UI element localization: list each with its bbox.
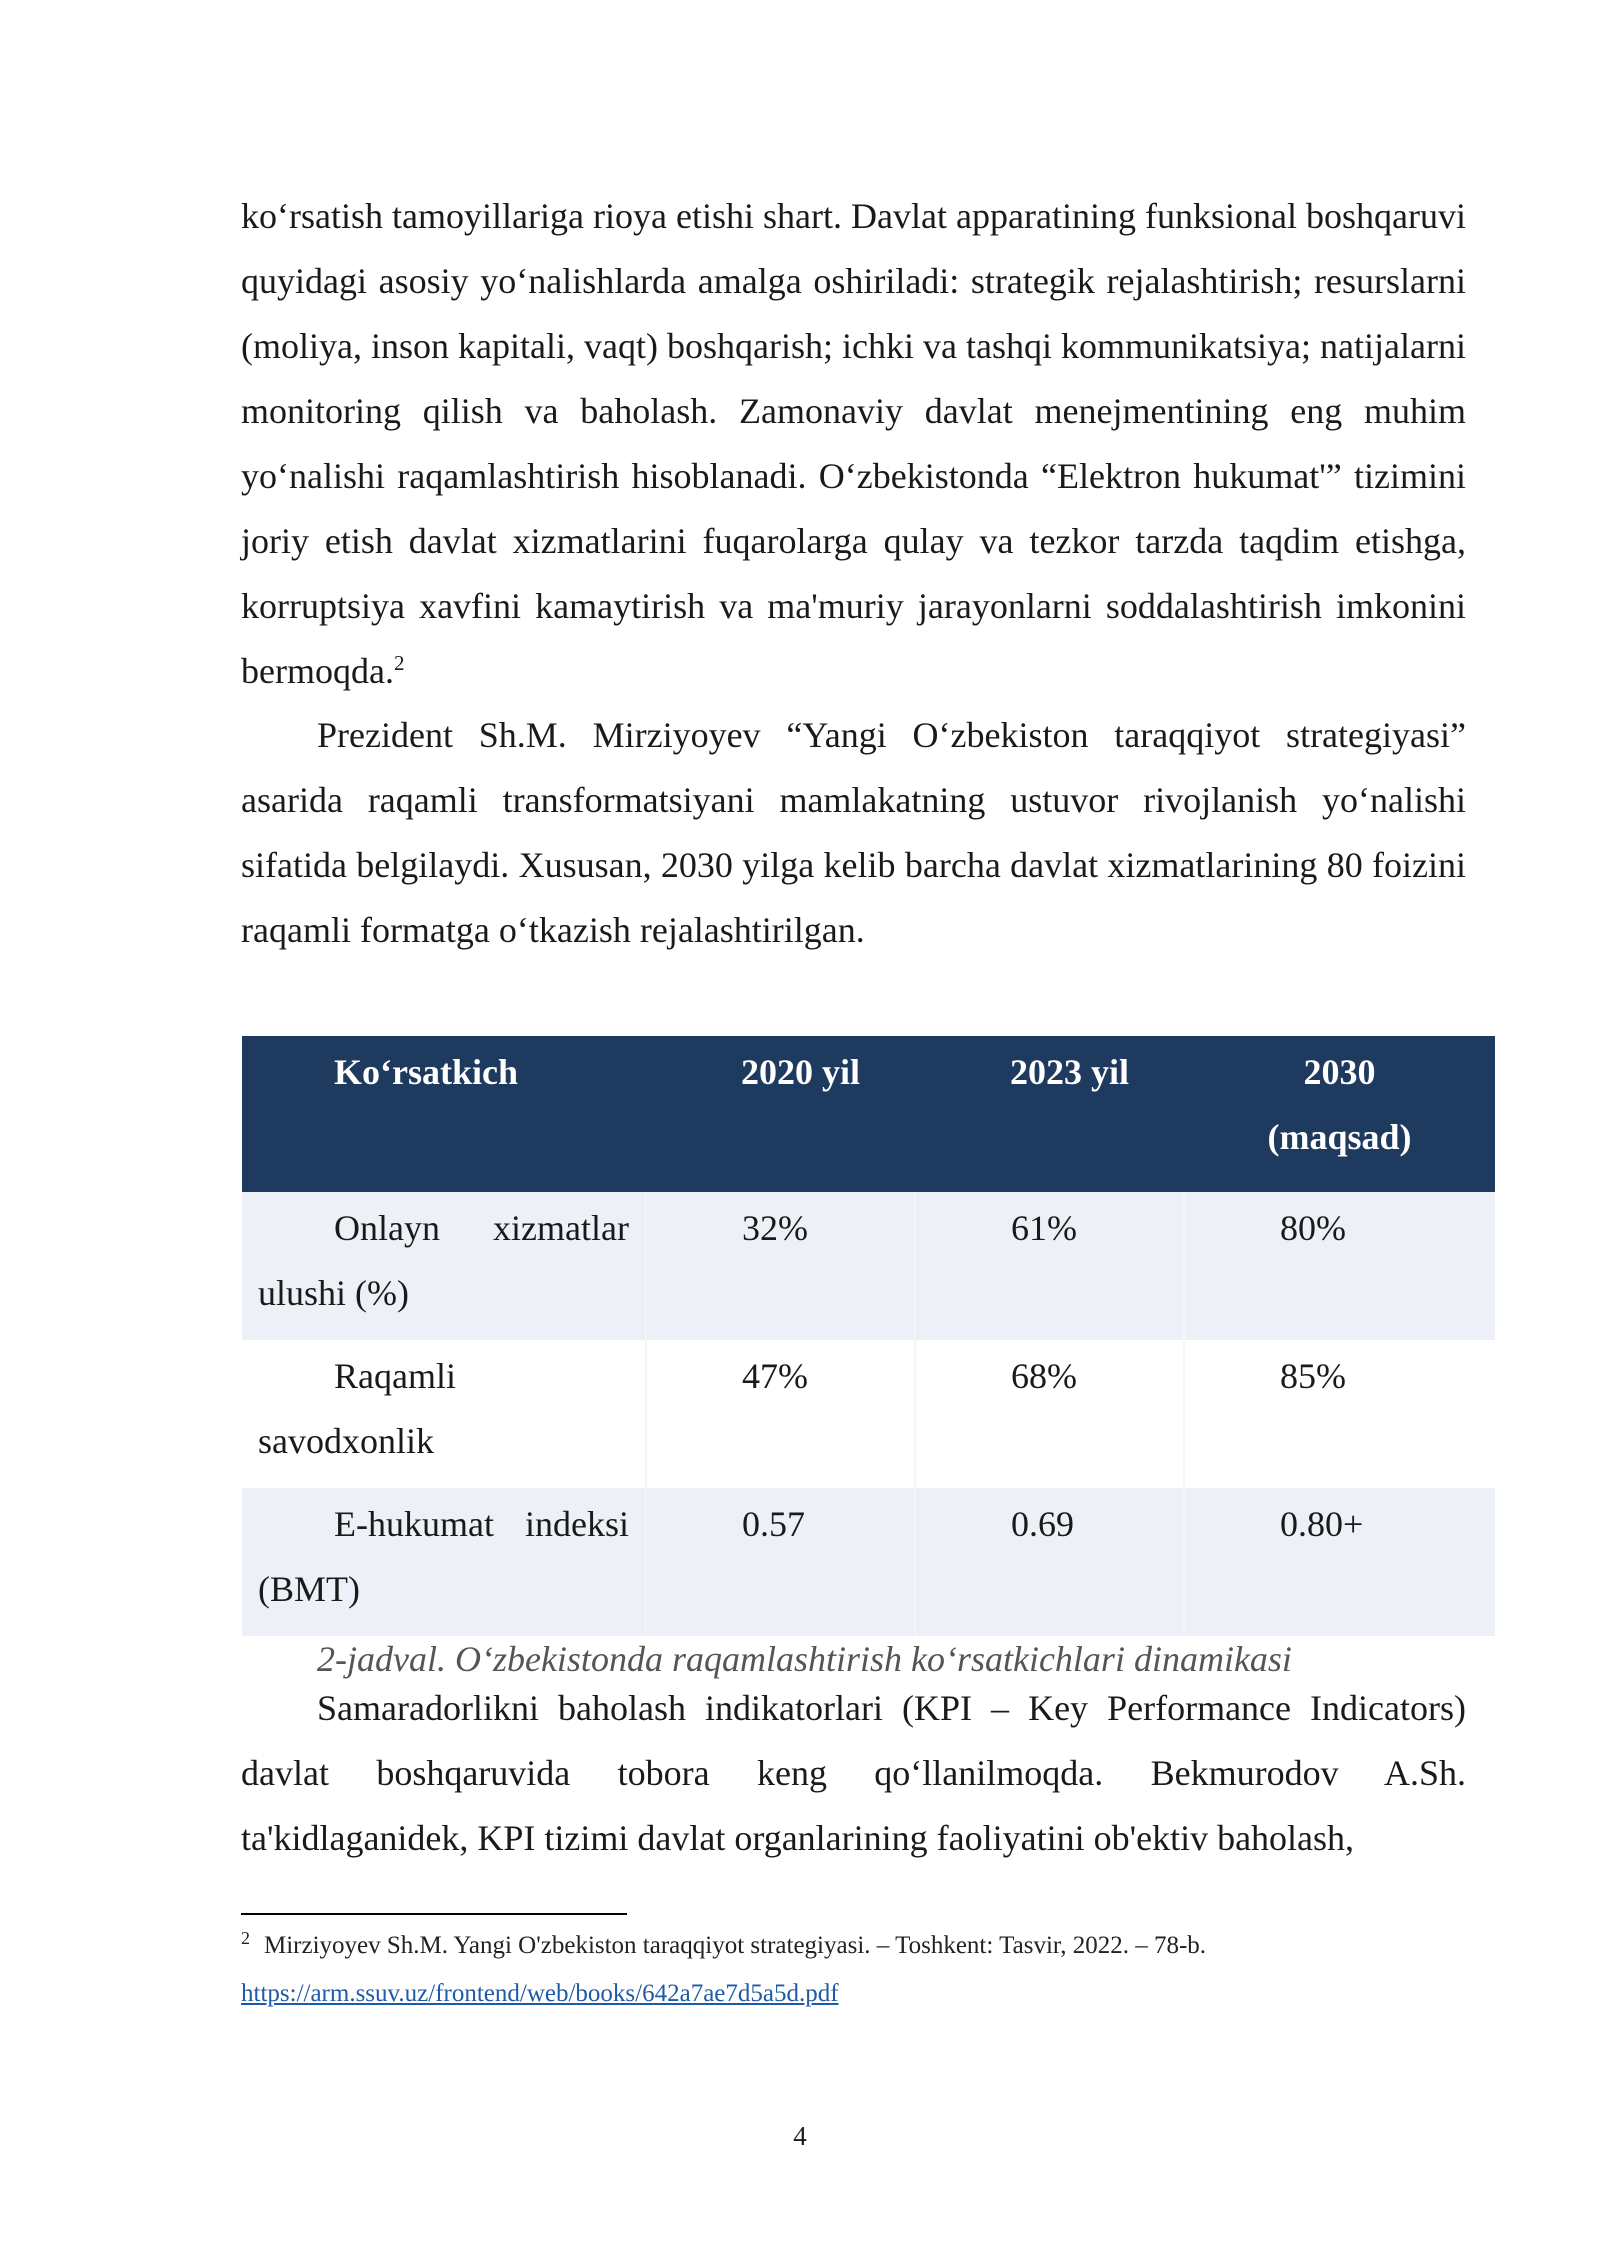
footnote-reference[interactable]: 2 bbox=[393, 651, 405, 675]
cell-2030: 80% bbox=[1184, 1192, 1495, 1340]
page-number: 4 bbox=[793, 2121, 807, 2151]
table-row bbox=[242, 1192, 1495, 1340]
row-label-line2: savodxonlik bbox=[258, 1421, 434, 1461]
cell-2023: 61% bbox=[915, 1192, 1184, 1340]
row-label-line2: (BMT) bbox=[258, 1569, 360, 1609]
header-2030-target: (maqsad) bbox=[1267, 1117, 1412, 1157]
cell-2030: 85% bbox=[1184, 1340, 1495, 1488]
row-label-line1: E-hukumat indeksi bbox=[334, 1504, 629, 1544]
digitalization-table bbox=[242, 1036, 1495, 1636]
table-caption: 2-jadval. O‘zbekistonda raqamlashtirish ko‘rsatkichlari dinamikasi bbox=[317, 1639, 1292, 1679]
row-label bbox=[242, 1192, 646, 1340]
paragraph-3: Samaradorlikni baholash indikatorlari (KPI – Key Performance Indicators) davlat boshqaruvida tobora keng qo‘llanilmoqda. Bekmurodov A.Sh. ta'kidlaganidek, KPI tizimi davlat organlarining faoliyatini ob'ektiv baholash, bbox=[241, 1688, 1466, 1858]
header-2030 bbox=[1184, 1036, 1495, 1192]
header-indicator: Ko‘rsatkich bbox=[334, 1052, 518, 1092]
footnote-link[interactable]: https://arm.ssuv.uz/frontend/web/books/642a7ae7d5a5d.pdf bbox=[241, 1980, 839, 2007]
cell-2030: 0.80+ bbox=[1184, 1488, 1495, 1636]
cell-2020: 0.57 bbox=[646, 1488, 915, 1636]
row-label bbox=[242, 1340, 646, 1488]
table-row bbox=[242, 1488, 1495, 1636]
paragraph-2: Prezident Sh.M. Mirziyoyev “Yangi O‘zbekiston taraqqiyot strategiyasi” asarida raqamli transformatsiyani mamlakatning ustuvor rivojlanish yo‘nalishi sifatida belgilaydi. Xususan, 2030 yilga kelib barcha davlat xizmatlarining 80 foizini raqamli formatga o‘tkazish rejalashtirilgan. bbox=[241, 715, 1466, 950]
cell-2023: 68% bbox=[915, 1340, 1184, 1488]
row-label-line2: ulushi (%) bbox=[258, 1273, 409, 1313]
paragraph-1 bbox=[241, 184, 1466, 704]
header-2030-year: 2030 bbox=[1303, 1052, 1376, 1092]
table-header-row bbox=[242, 1036, 1495, 1192]
cell-2020: 32% bbox=[646, 1192, 915, 1340]
header-2020: 2020 yil bbox=[741, 1052, 861, 1092]
row-label bbox=[242, 1488, 646, 1636]
row-label-line1: Onlayn xizmatlar bbox=[334, 1208, 629, 1248]
paragraph-1-text: ko‘rsatish tamoyillariga rioya etishi shart. Davlat apparatining funksional boshqaruvi quyidagi asosiy yo‘nalishlarda amalga oshiriladi: strategik rejalashtirish; resurslarni (moliya, inson kapitali, vaqt) boshqarish; ichki va tashqi kommunikatsiya; natijalarni monitoring qilish va baholash. Zamonaviy davlat menejmentining eng muhim yo‘nalishi raqamlashtirish hisoblanadi. O‘zbekistonda “Elektron hukumat'” tizimini joriy etish davlat xizmatlarini fuqarolarga qulay va tezkor tarzda taqdim etishga, korruptsiya xavfini kamaytirish va ma'muriy jarayonlarni soddalashtirish imkonini bermoqda. bbox=[241, 196, 1466, 691]
row-label-line1: Raqamli bbox=[334, 1356, 456, 1396]
table-row bbox=[242, 1340, 1495, 1488]
footnote-text: Mirziyoyev Sh.M. Yangi O'zbekiston taraqqiyot strategiyasi. – Toshkent: Tasvir, 2022. – 78-b. bbox=[264, 1932, 1207, 1959]
footnote-mark: 2 bbox=[241, 1927, 250, 1948]
cell-2023: 0.69 bbox=[915, 1488, 1184, 1636]
header-2023: 2023 yil bbox=[1010, 1052, 1130, 1092]
footnote bbox=[241, 1922, 1466, 2018]
footnote-separator bbox=[241, 1913, 627, 1915]
cell-2020: 47% bbox=[646, 1340, 915, 1488]
